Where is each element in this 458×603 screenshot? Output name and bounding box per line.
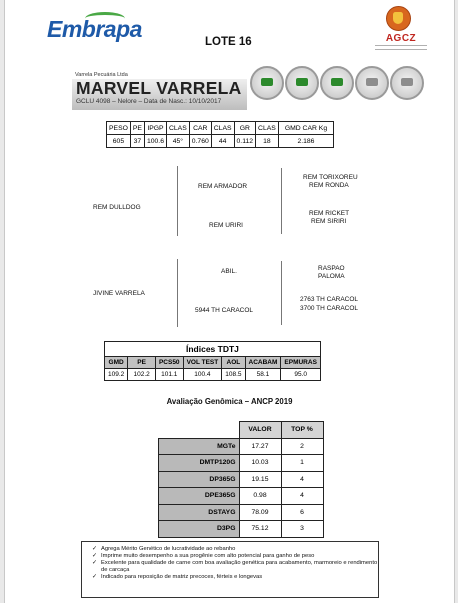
table-header-row	[105, 357, 321, 369]
table-cell: 108.5	[222, 369, 245, 381]
table-header: CAR	[189, 122, 211, 135]
row-label: DMTP120G	[159, 455, 240, 472]
row-label: DPE365G	[159, 488, 240, 505]
table-cell: 10.03	[239, 455, 281, 472]
table-cell: 100.6	[144, 135, 166, 148]
table-row	[107, 135, 334, 148]
list-item	[92, 546, 378, 553]
table-cell: 75.12	[239, 521, 281, 538]
pedigree-divider	[177, 166, 178, 236]
row-label: MGTe	[159, 438, 240, 455]
note-text: Imprime muito desempenho a sua progênie com alto potencial para ganho de peso	[101, 553, 315, 559]
table-cell: 0.760	[189, 135, 211, 148]
animal-name: MARVEL VARRELA	[76, 78, 242, 98]
table-row	[159, 504, 324, 521]
table-cell: 19.15	[239, 471, 281, 488]
table-cell: 1	[281, 455, 323, 472]
agcz-emblem-icon	[386, 6, 411, 31]
note-text: Excelente para qualidade de carne com boa avaliação genética para acabamento, marmoreio e rendimento de carcaça	[101, 560, 378, 573]
table-header: AOL	[222, 357, 245, 369]
table-header: PESO	[107, 122, 131, 135]
table-cell: 102.2	[128, 369, 156, 381]
check-icon: ✓	[92, 560, 98, 566]
check-icon: ✓	[92, 574, 98, 580]
table-header: VOL TEST	[183, 357, 222, 369]
table-header: EPMURAS	[281, 357, 321, 369]
table-row	[159, 438, 324, 455]
row-label: DP365G	[159, 471, 240, 488]
pedigree-dam: JIVINE VARRELA	[93, 290, 145, 297]
pedigree-dd-sire: 2763 TH CARACOL	[300, 296, 359, 303]
table-cell: 17.27	[239, 438, 281, 455]
table-header: VALOR	[239, 422, 281, 439]
row-label: D3PG	[159, 521, 240, 538]
award-seal-icon	[285, 66, 319, 100]
pedigree-sire: REM DULLDOG	[93, 204, 141, 211]
embrapa-logo	[47, 16, 142, 44]
note-text: Indicado para reposição de matriz precoces, férteis e longevas	[101, 574, 263, 580]
list-item	[92, 560, 378, 574]
table-cell: 2.186	[278, 135, 333, 148]
award-seal-icon	[250, 66, 284, 100]
table-header: GMD CAR Kg	[278, 122, 333, 135]
table-cell: 109.2	[105, 369, 128, 381]
award-seal-icon	[320, 66, 354, 100]
notes-list	[82, 542, 378, 581]
pedigree-ss-sire: REM TORIXOREU	[303, 174, 358, 181]
table-row	[159, 488, 324, 505]
table-header: PE	[130, 122, 144, 135]
pedigree-divider	[281, 168, 282, 234]
table-cell: 58.1	[245, 369, 281, 381]
document-page	[4, 0, 455, 603]
table-row	[159, 521, 324, 538]
award-seal-icon	[390, 66, 424, 100]
table-header: CLAS	[211, 122, 234, 135]
tdtj-table	[104, 341, 321, 381]
table-cell: 101.1	[155, 369, 183, 381]
table-header: TOP %	[281, 422, 323, 439]
table-header: GMD	[105, 357, 128, 369]
table-row	[105, 369, 321, 381]
table-header-row	[107, 122, 334, 135]
genomics-title: Avaliação Genômica – ANCP 2019	[166, 397, 293, 406]
table-corner	[159, 422, 240, 439]
table-header: PE	[128, 357, 156, 369]
table-header: IPGP	[144, 122, 166, 135]
table-header: CLAS	[166, 122, 189, 135]
table-header: ACABAM	[245, 357, 281, 369]
breeder-name: Varrela Pecuária Ltda	[75, 72, 128, 78]
tdtj-title: Índices TDTJ	[105, 342, 321, 357]
table-cell: 6	[281, 504, 323, 521]
animal-subtitle: GCLU 4098 – Nelore – Data de Nasc.: 10/10/2017	[76, 98, 222, 105]
table-cell: 3	[281, 521, 323, 538]
check-icon: ✓	[92, 553, 98, 559]
agcz-underline	[375, 45, 427, 50]
check-icon: ✓	[92, 546, 98, 552]
table-cell: 605	[107, 135, 131, 148]
lot-number: LOTE 16	[205, 36, 252, 48]
pedigree-divider	[281, 261, 282, 325]
pedigree-dd-dam: 3700 TH CARACOL	[300, 305, 359, 312]
row-label: DSTAYG	[159, 504, 240, 521]
table-cell: 2	[281, 438, 323, 455]
pedigree-sd-dam: REM SIRIRI	[311, 218, 347, 225]
note-text: Agrega Mérito Genético de lucratividade ao rebanho	[101, 546, 236, 552]
table-header: CLAS	[256, 122, 279, 135]
list-item	[92, 574, 378, 581]
table-header: GR	[234, 122, 256, 135]
table-cell: 44	[211, 135, 234, 148]
table-row	[159, 455, 324, 472]
table-header-row	[159, 422, 324, 439]
pedigree-ds-sire: RASPAO	[318, 265, 345, 272]
table-cell: 95.0	[281, 369, 321, 381]
table-row	[159, 471, 324, 488]
pedigree-sire-sire: REM ARMADOR	[198, 183, 248, 190]
table-cell: 4	[281, 488, 323, 505]
pedigree-ss-dam: REM RONDA	[309, 182, 349, 189]
table-cell: 0.98	[239, 488, 281, 505]
pedigree-dam-sire: ABIL.	[221, 268, 237, 275]
table-cell: 45°	[166, 135, 189, 148]
table-cell: 0.112	[234, 135, 256, 148]
table-title-row	[105, 342, 321, 357]
pedigree-sd-sire: REM RICKET	[309, 210, 350, 217]
list-item	[92, 553, 378, 560]
table-cell: 37	[130, 135, 144, 148]
table-header: PCS50	[155, 357, 183, 369]
agcz-logo-text: AGCZ	[385, 33, 417, 44]
pedigree-sire-dam: REM URIRI	[209, 222, 243, 229]
table-cell: 4	[281, 471, 323, 488]
award-badges	[250, 66, 425, 106]
pedigree-divider	[177, 259, 178, 327]
pedigree-dam-dam: 5944 TH CARACOL	[195, 307, 254, 314]
performance-table	[106, 121, 334, 148]
table-cell: 100.4	[183, 369, 222, 381]
embrapa-logo-text: Embrapa	[47, 16, 142, 42]
table-cell: 78.09	[239, 504, 281, 521]
award-seal-icon	[355, 66, 389, 100]
genomics-table	[158, 421, 324, 538]
table-cell: 18	[256, 135, 279, 148]
pedigree-ds-dam: PALOMA	[318, 273, 345, 280]
notes-box	[81, 541, 379, 598]
